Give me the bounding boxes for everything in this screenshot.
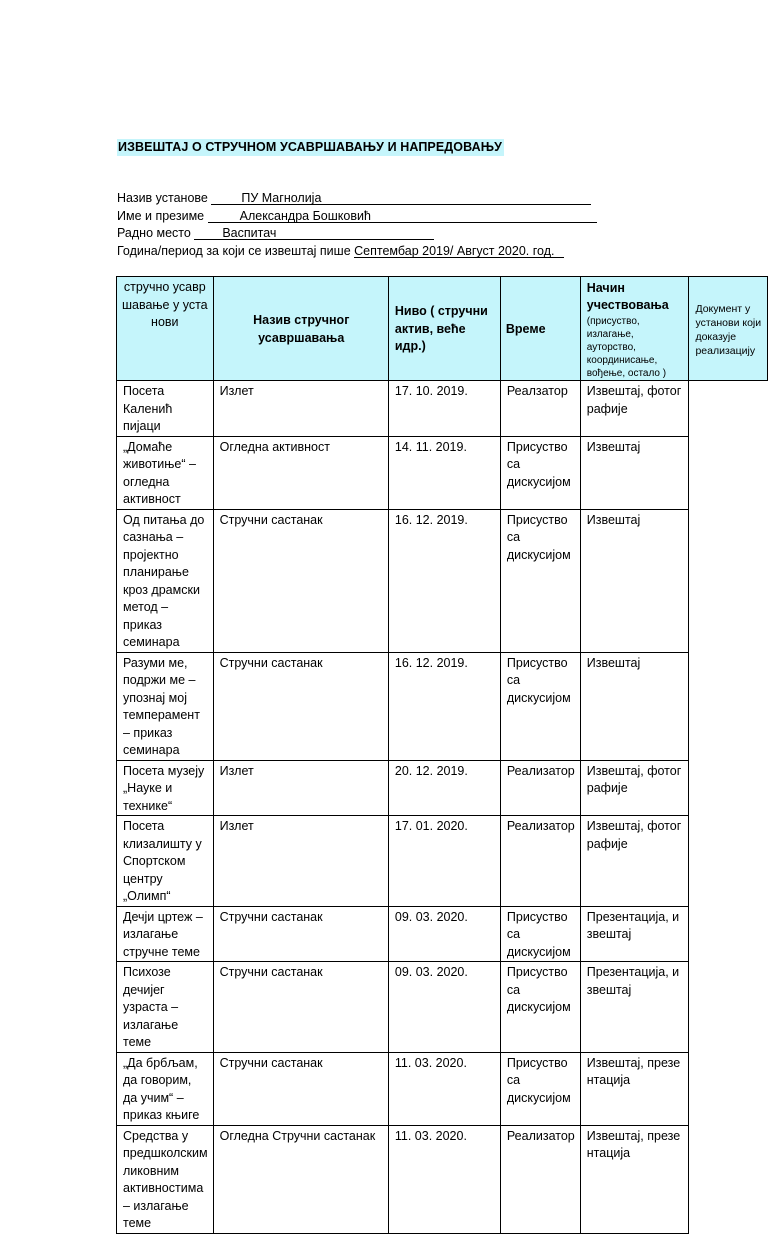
row-document: Извештај [580, 652, 689, 760]
row-document: Извештај, презентација [580, 1125, 689, 1233]
report-table [116, 276, 768, 1234]
row-time: 16. 12. 2019. [388, 509, 500, 652]
row-document: Извештај, фотографије [580, 816, 689, 907]
row-level: Излет [213, 816, 388, 907]
table-row [117, 906, 768, 962]
table-row [117, 652, 768, 760]
info-block [117, 190, 597, 260]
row-document: Извештај, презентација [580, 1052, 689, 1125]
row-method: Реалзатор [500, 381, 580, 437]
header-document: Документ у установи који доказује реализацију [689, 277, 768, 381]
row-time: 09. 03. 2020. [388, 906, 500, 962]
institution-field [211, 190, 591, 205]
row-level: Излет [213, 381, 388, 437]
header-name: Назив стручног усавршавања [213, 277, 388, 381]
row-time: 16. 12. 2019. [388, 652, 500, 760]
table-row [117, 1052, 768, 1125]
side-label: стручно усавршавање у установи [121, 280, 208, 330]
institution-label: Назив установе [117, 191, 208, 205]
row-name: Разуми ме, подржи ме – упознај мој темперамент – приказ семинара [117, 652, 214, 760]
row-method: Присуство са дискусијом [500, 652, 580, 760]
table-row [117, 760, 768, 816]
period-label: Година/период за који се извештај пише [117, 243, 351, 258]
position-value: Васпитач [222, 226, 277, 240]
row-method: Присуство са дискусијом [500, 509, 580, 652]
position-field [194, 225, 434, 240]
row-name: Дечји цртеж – излагање стручне теме [117, 906, 214, 962]
table-row [117, 816, 768, 907]
row-method: Реализатор [500, 816, 580, 907]
row-level: Стручни састанак [213, 962, 388, 1053]
row-time: 20. 12. 2019. [388, 760, 500, 816]
row-document: Извештај [580, 436, 689, 509]
row-method: Присуство са дискусијом [500, 1052, 580, 1125]
header-row [117, 277, 768, 381]
row-name: Средства у предшколским ликовним активностима – излагање теме [117, 1125, 214, 1233]
side-label-cell [117, 277, 214, 381]
period-row [117, 243, 597, 261]
position-row [117, 225, 597, 243]
header-time: Време [500, 277, 580, 381]
row-time: 11. 03. 2020. [388, 1052, 500, 1125]
row-document: Извештај, фотографије [580, 381, 689, 437]
row-name: Посета Каленић пијаци [117, 381, 214, 437]
table-row [117, 962, 768, 1053]
row-name: Посета музеју „Науке и технике“ [117, 760, 214, 816]
row-level: Стручни састанак [213, 509, 388, 652]
row-method: Присуство са дискусијом [500, 962, 580, 1053]
row-document: Презентација, извештај [580, 906, 689, 962]
row-time: 14. 11. 2019. [388, 436, 500, 509]
report-title: ИЗВЕШТАЈ О СТРУЧНОМ УСАВРШАВАЊУ И НАПРЕДОВАЊУ [118, 140, 503, 154]
row-level: Стручни састанак [213, 1052, 388, 1125]
row-name: Од питања до сазнања – пројектно планирање кроз драмски метод – приказ семинара [117, 509, 214, 652]
row-document: Презентација, извештај [580, 962, 689, 1053]
row-method: Реализатор [500, 760, 580, 816]
table-row [117, 509, 768, 652]
row-level: Стручни састанак [213, 906, 388, 962]
row-time: 17. 01. 2020. [388, 816, 500, 907]
table-row [117, 1125, 768, 1233]
row-method: Присуство са дискусијом [500, 436, 580, 509]
name-field [208, 208, 597, 223]
row-level: Стручни састанак [213, 652, 388, 760]
name-row [117, 208, 597, 226]
period-value: Септембар 2019/ Август 2020. год. [354, 243, 555, 258]
row-document: Извештај, фотографије [580, 760, 689, 816]
header-method: Начин учествовања (присуство, излагање, ауторство, координисање, вођење, остало ) [580, 277, 689, 381]
row-method: Присуство са дискусијом [500, 906, 580, 962]
table-row [117, 381, 768, 437]
row-name: „Да брбљам, да говорим, да учим“ – приказ књиге [117, 1052, 214, 1125]
row-level: Огледна активност [213, 436, 388, 509]
row-level: Огледна Стручни састанак [213, 1125, 388, 1233]
period-field [354, 243, 564, 258]
name-label: Име и презиме [117, 208, 205, 223]
row-time: 17. 10. 2019. [388, 381, 500, 437]
row-time: 11. 03. 2020. [388, 1125, 500, 1233]
table-row [117, 436, 768, 509]
institution-row [117, 190, 597, 208]
row-level: Излет [213, 760, 388, 816]
row-document: Извештај [580, 509, 689, 652]
position-label: Радно место [117, 226, 191, 240]
name-value: Александра Бошковић [239, 208, 371, 223]
row-name: Посета клизалишту у Спортском центру „Олимп“ [117, 816, 214, 907]
header-level: Ниво ( стручни актив, веће идр.) [388, 277, 500, 381]
row-method: Реализатор [500, 1125, 580, 1233]
row-time: 09. 03. 2020. [388, 962, 500, 1053]
row-name: „Домаће животиње“ – огледна активност [117, 436, 214, 509]
row-name: Психозе дечијег узраста – излагање теме [117, 962, 214, 1053]
institution-value: ПУ Магнолија [241, 191, 322, 205]
